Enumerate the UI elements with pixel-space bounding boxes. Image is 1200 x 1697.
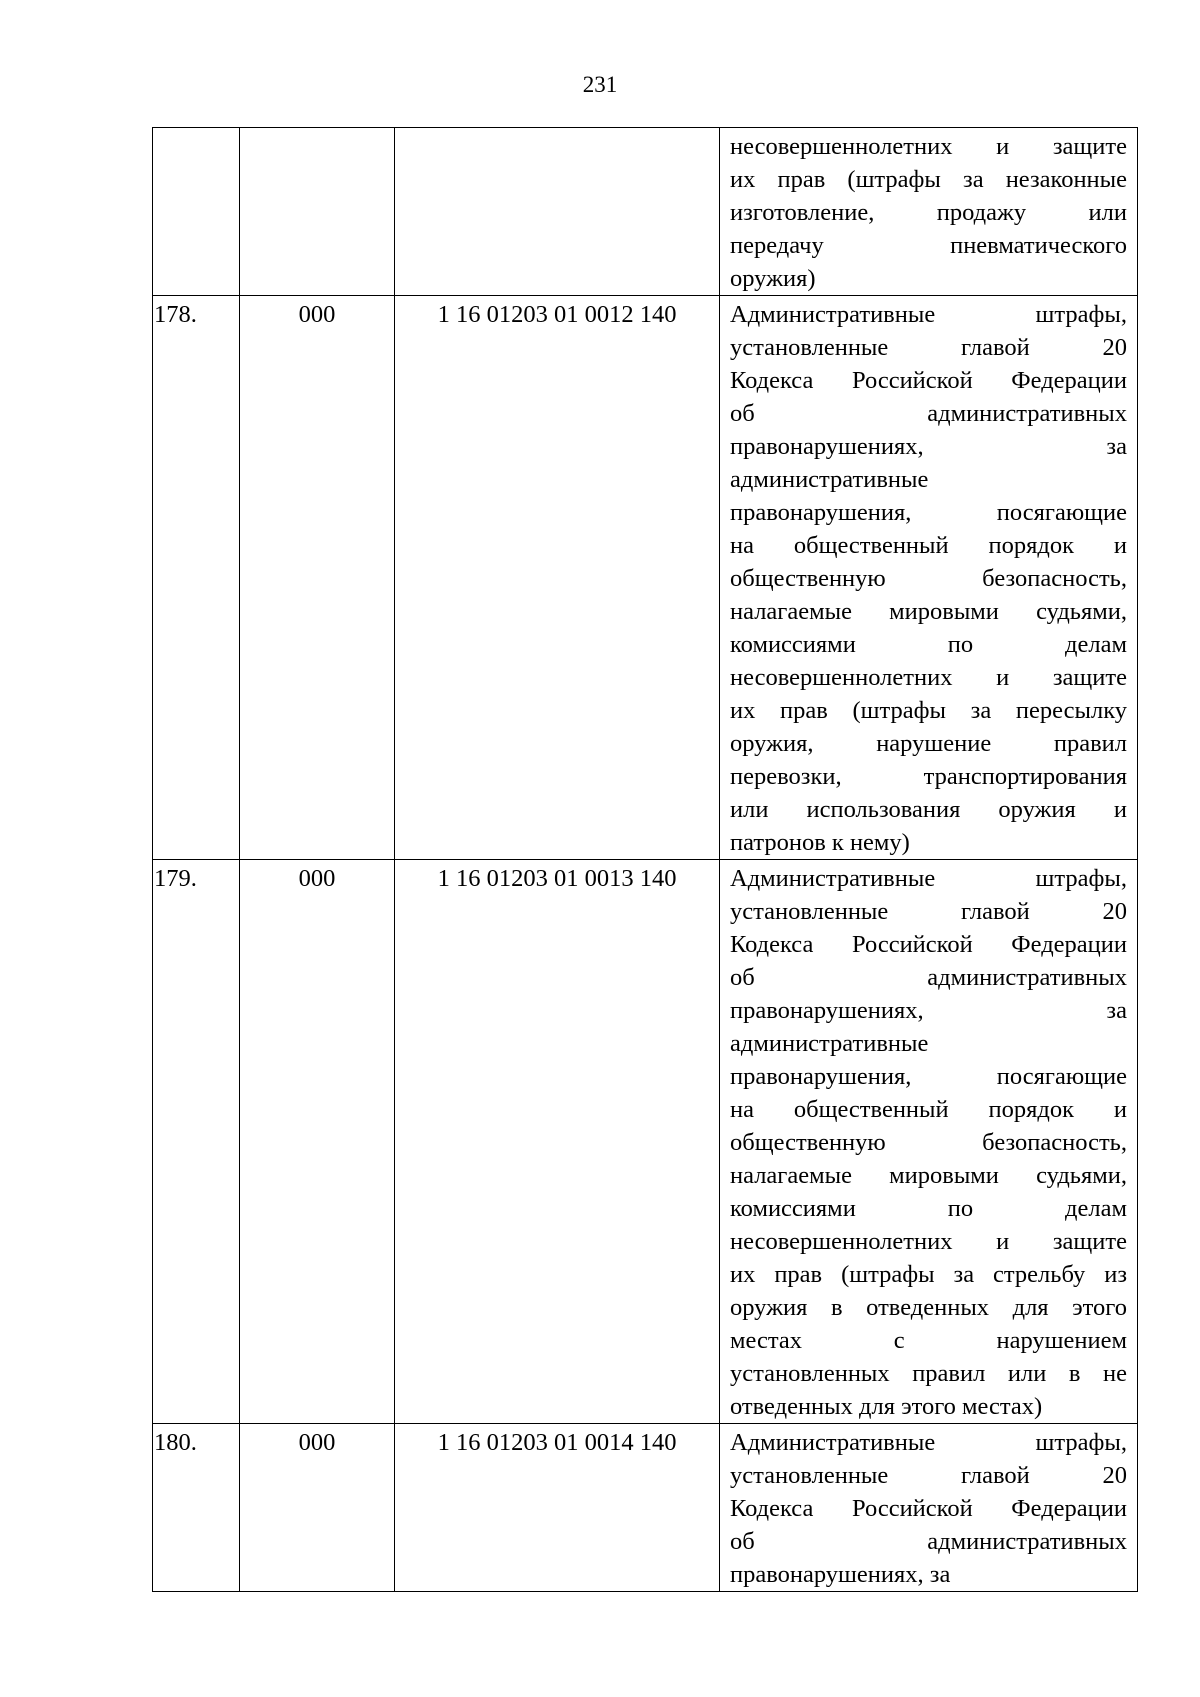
description-line: или использования оружия и <box>730 796 1127 823</box>
budget-code-cell: 1 16 01203 01 0014 140 <box>395 1424 720 1592</box>
description-line: отведенных для этого местах) <box>730 1393 1043 1420</box>
budget-codes-table <box>152 127 1138 1592</box>
table-body <box>153 128 1138 1592</box>
description-line: об административных <box>730 964 1127 991</box>
description-cell <box>720 1424 1138 1592</box>
table-row <box>153 296 1138 860</box>
description-line: налагаемые мировыми судьями, <box>730 1162 1127 1189</box>
description-line: на общественный порядок и <box>730 532 1127 559</box>
description-line: общественную безопасность, <box>730 565 1127 592</box>
description-line: их прав (штрафы за незаконные <box>730 166 1127 193</box>
description-line: Административные штрафы, <box>730 301 1127 328</box>
description-line: перевозки, транспортирования <box>730 763 1127 790</box>
row-number-cell: 180. <box>153 1424 240 1592</box>
description-line: административные <box>730 1030 929 1057</box>
description-cell <box>720 128 1138 296</box>
budget-code-cell: 1 16 01203 01 0012 140 <box>395 296 720 860</box>
description-line: правонарушениях, за <box>730 433 1127 460</box>
description-line: комиссиями по делам <box>730 1195 1127 1222</box>
description-line: передачу пневматического <box>730 232 1127 259</box>
description-line: местах с нарушением <box>730 1327 1127 1354</box>
description-line: административные <box>730 466 929 493</box>
description-line: оружия, нарушение правил <box>730 730 1127 757</box>
page-number: 231 <box>582 72 618 97</box>
budget-code-cell: 1 16 01203 01 0013 140 <box>395 860 720 1424</box>
description-line: несовершеннолетних и защите <box>730 1228 1127 1255</box>
row-number-cell: 179. <box>153 860 240 1424</box>
admin-code-cell: 000 <box>240 1424 395 1592</box>
description-cell <box>720 860 1138 1424</box>
row-number-cell <box>153 128 240 296</box>
description-line: об административных <box>730 1528 1127 1555</box>
description-line: несовершеннолетних и защите <box>730 664 1127 691</box>
description-line: правонарушениях, за <box>730 997 1127 1024</box>
description-line: оружия) <box>730 265 816 292</box>
description-line: их прав (штрафы за стрельбу из <box>730 1261 1127 1288</box>
description-line: об административных <box>730 400 1127 427</box>
description-line: Административные штрафы, <box>730 865 1127 892</box>
description-cell <box>720 296 1138 860</box>
description-line: Кодекса Российской Федерации <box>730 1495 1127 1522</box>
description-line: изготовление, продажу или <box>730 199 1127 226</box>
table-row <box>153 1424 1138 1592</box>
admin-code-cell: 000 <box>240 296 395 860</box>
description-line: налагаемые мировыми судьями, <box>730 598 1127 625</box>
description-line: установленных правил или в не <box>730 1360 1127 1387</box>
admin-code-cell <box>240 128 395 296</box>
table-row <box>153 128 1138 296</box>
table-row <box>153 860 1138 1424</box>
description-line: на общественный порядок и <box>730 1096 1127 1123</box>
description-line: установленные главой 20 <box>730 898 1127 925</box>
description-line: общественную безопасность, <box>730 1129 1127 1156</box>
description-line: их прав (штрафы за пересылку <box>730 697 1127 724</box>
description-line: Административные штрафы, <box>730 1429 1127 1456</box>
description-line: правонарушения, посягающие <box>730 499 1127 526</box>
admin-code-cell: 000 <box>240 860 395 1424</box>
row-number-cell: 178. <box>153 296 240 860</box>
description-line: установленные главой 20 <box>730 1462 1127 1489</box>
description-line: несовершеннолетних и защите <box>730 133 1127 160</box>
description-line: патронов к нему) <box>730 829 910 856</box>
description-line: установленные главой 20 <box>730 334 1127 361</box>
description-line: комиссиями по делам <box>730 631 1127 658</box>
description-line: правонарушения, посягающие <box>730 1063 1127 1090</box>
description-line: правонарушениях, за <box>730 1561 951 1588</box>
description-line: оружия в отведенных для этого <box>730 1294 1127 1321</box>
description-line: Кодекса Российской Федерации <box>730 931 1127 958</box>
budget-code-cell <box>395 128 720 296</box>
description-line: Кодекса Российской Федерации <box>730 367 1127 394</box>
